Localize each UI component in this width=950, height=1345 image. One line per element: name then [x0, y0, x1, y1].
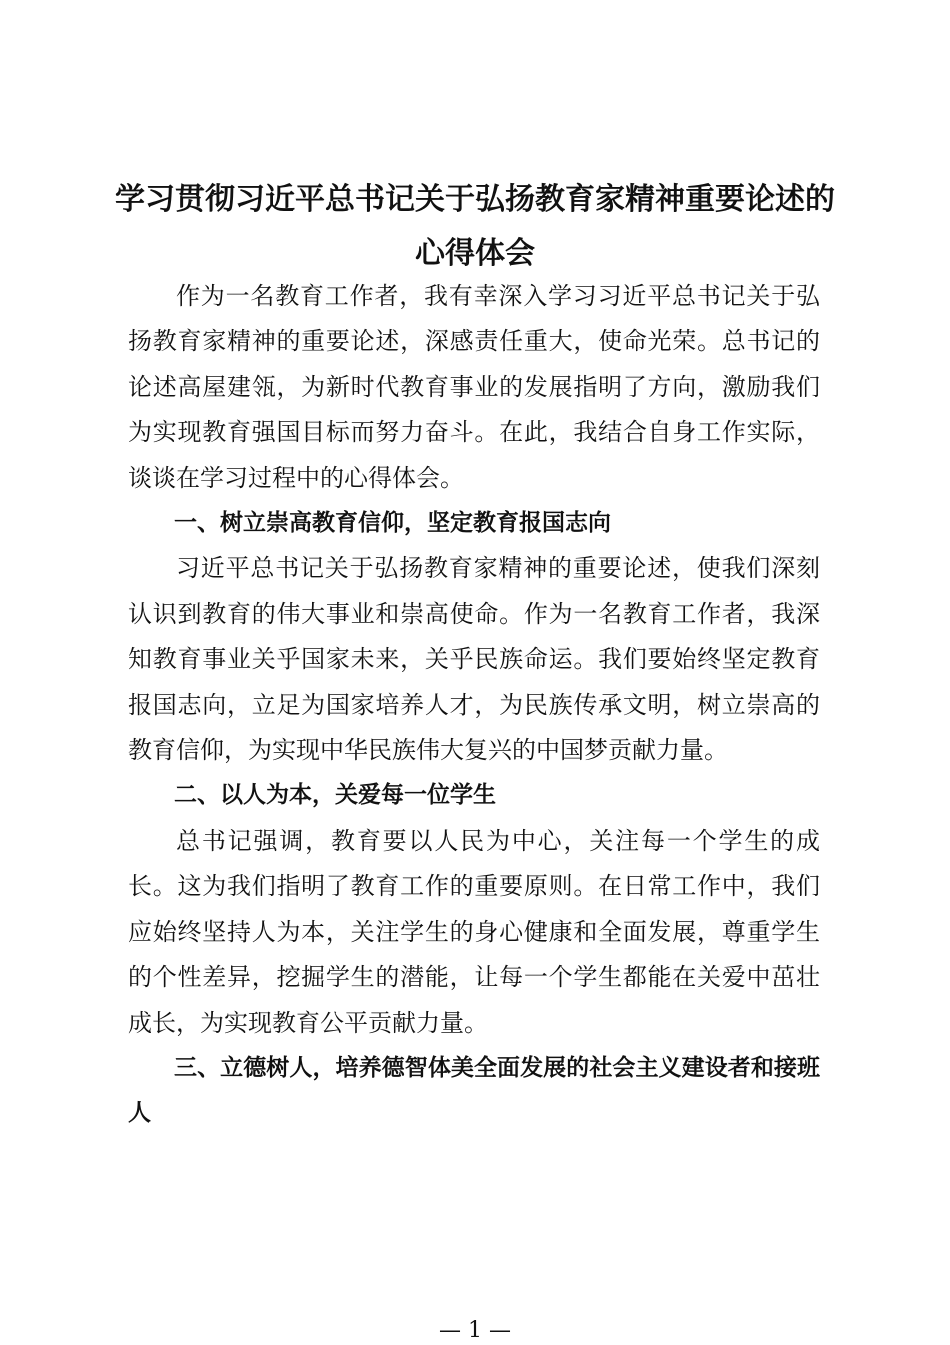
- title-line-1: 学习贯彻习近平总书记关于弘扬教育家精神重要论述的: [115, 182, 835, 217]
- section-heading-2: 二、以人为本，关爱每一位学生: [174, 782, 496, 809]
- page-number: — 1 —: [439, 1318, 511, 1343]
- intro-paragraph: 作为一名教育工作者，我有幸深入学习习近平总书记关于弘扬教育家精神的重要论述，深感责任重大，使命光荣。总书记的论述高屋建瓴，为新时代教育事业的发展指明了方向，激励我们为实现教育强国目标而努力奋斗。在此，我结合自身工作实际，谈谈在学习过程中的心得体会。: [128, 282, 820, 492]
- section-heading-3: 三、立德树人，培养德智体美全面发展的社会主义建设者和接班人: [128, 1054, 820, 1127]
- section-heading-1: 一、树立崇高教育信仰，坚定教育报国志向: [174, 510, 611, 537]
- document-title: [110, 173, 840, 281]
- title-line-2: 心得体会: [415, 236, 535, 271]
- document-body: [128, 274, 820, 1137]
- section-paragraph-2: 总书记强调，教育要以人民为中心，关注每一个学生的成长。这为我们指明了教育工作的重要原则。在日常工作中，我们应始终坚持人为本，关注学生的身心健康和全面发展，尊重学生的个性差异，挖掘学生的潜能，让每一个学生都能在关爱中茁壮成长，为实现教育公平贡献力量。: [128, 826, 820, 1037]
- section-paragraph-1: 习近平总书记关于弘扬教育家精神的重要论述，使我们深刻认识到教育的伟大事业和崇高使命。作为一名教育工作者，我深知教育事业关乎国家未来，关乎民族命运。我们要始终坚定教育报国志向，立足为国家培养人才，为民族传承文明，树立崇高的教育信仰，为实现中华民族伟大复兴的中国梦贡献力量。: [128, 554, 820, 765]
